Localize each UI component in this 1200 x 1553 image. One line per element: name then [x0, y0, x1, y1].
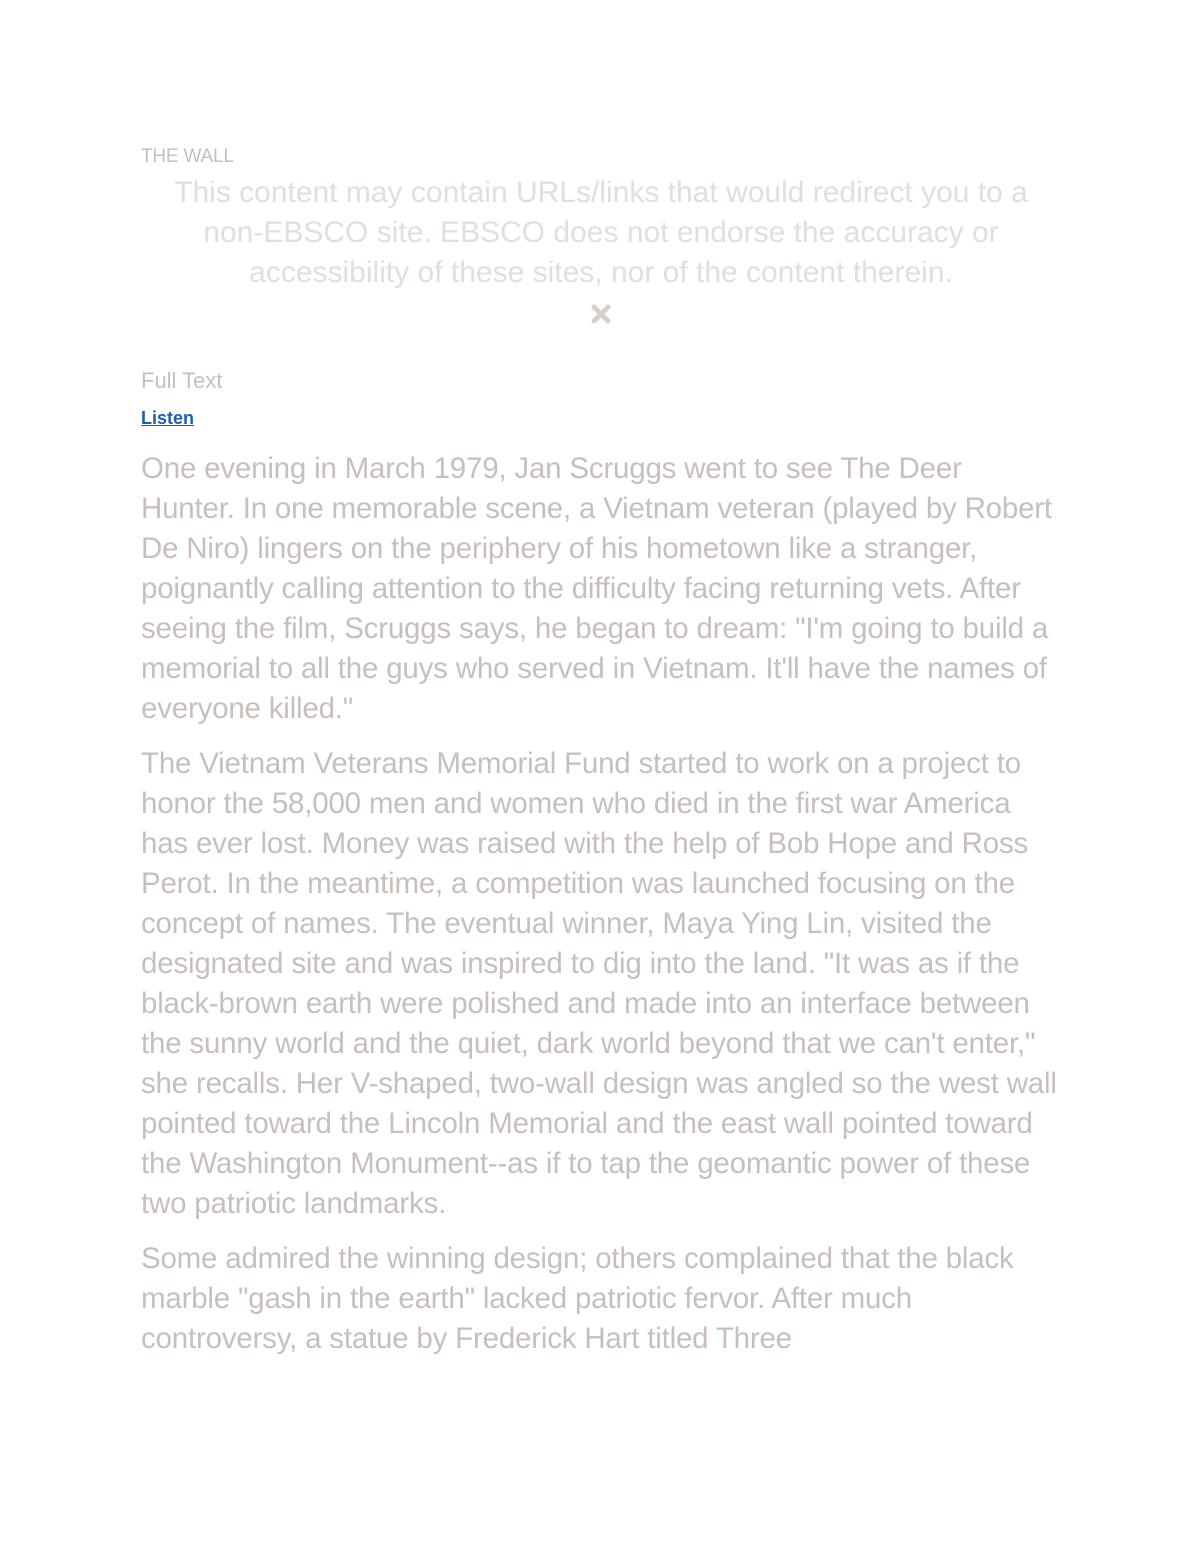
article-paragraph: Some admired the winning design; others complained that the black marble "gash in the earth" lacked patriotic fervor. After much controversy, a statue by Frederick Hart titled Three — [141, 1242, 1014, 1355]
document-title: THE WALL — [141, 146, 234, 167]
article-paragraph: The Vietnam Veterans Memorial Fund started to work on a project to honor the 58,000 men and women who died in the first war America has ever lost. Money was raised with the help of Bob Hope and Ross Perot. In the meantime, a competition was launched focusing on the concept of names. The eventual winner, Maya Ying Lin, visited the designated site and was inspired to dig into the land. "It was as if the black-brown earth were polished and made into an interface between the sunny world and the quiet, dark world beyond that we can't enter," she recalls. Her V-shaped, two-wall design was angled so the west wall pointed toward the Lincoln Memorial and the east wall pointed toward the Washington Monument--as if to tap the geomantic power of these two patriotic landmarks. — [141, 747, 1057, 1220]
listen-link[interactable]: Listen — [141, 408, 195, 428]
document-page — [141, 145, 1061, 1374]
close-icon[interactable] — [590, 303, 612, 325]
notice-close-area — [141, 303, 1061, 343]
full-text-heading: Full Text — [141, 368, 223, 393]
article-paragraph: One evening in March 1979, Jan Scruggs went to see The Deer Hunter. In one memorable scene, a Vietnam veteran (played by Robert De Niro) lingers on the periphery of his hometown like a stranger, poignantly calling attention to the difficulty facing returning vets. After seeing the film, Scruggs says, he began to dream: "I'm going to build a memorial to all the guys who served in Vietnam. It'll have the names of everyone killed." — [141, 452, 1052, 725]
external-link-notice: This content may contain URLs/links that would redirect you to a non-EBSCO site. EBSCO does not endorse the accuracy or accessibility of these sites, nor of the content therein. — [174, 176, 1028, 289]
article-body — [141, 449, 1061, 1359]
